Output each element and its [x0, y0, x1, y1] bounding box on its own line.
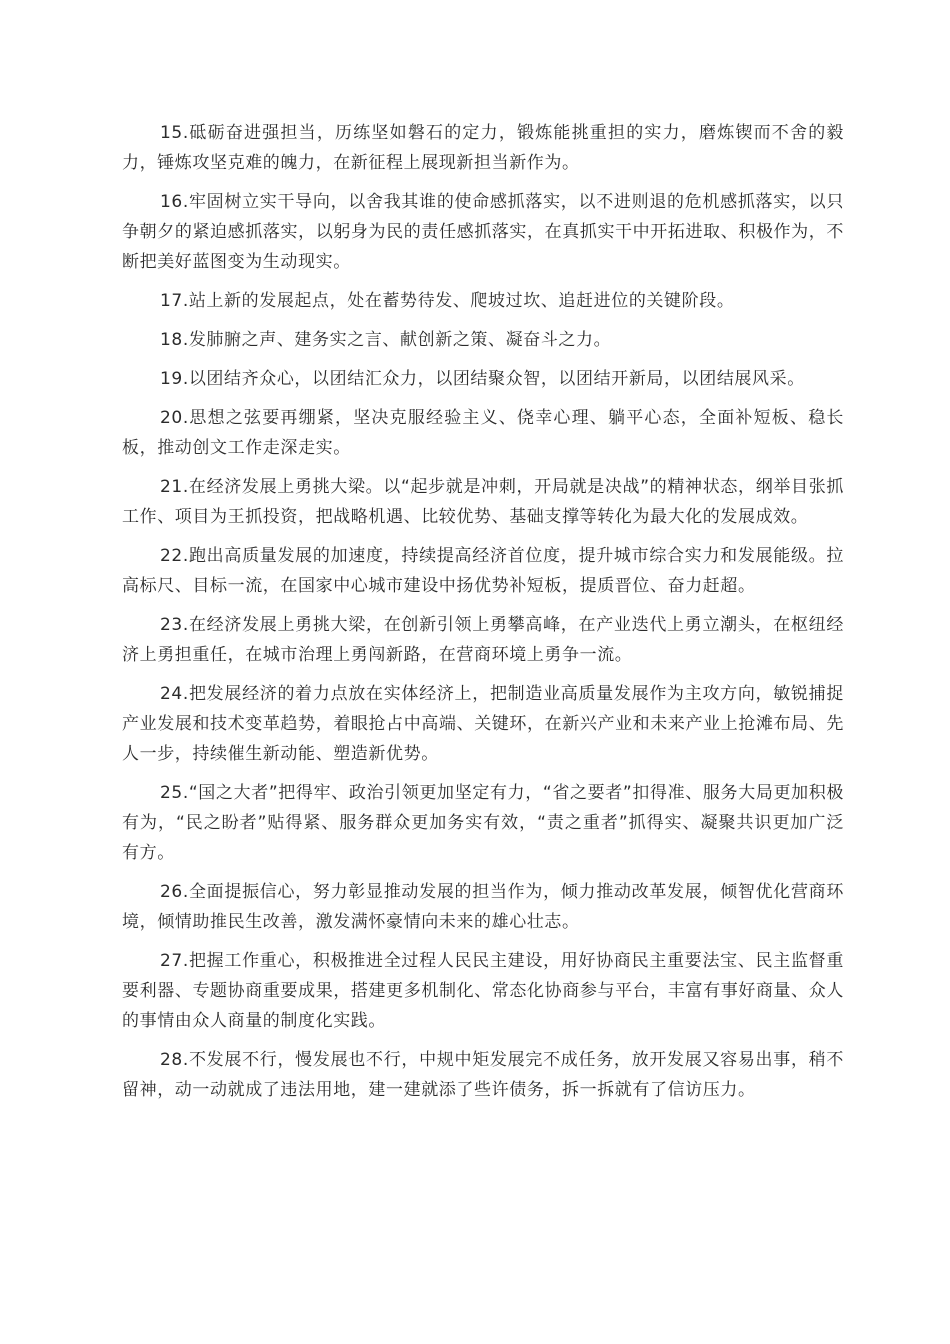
- paragraph-24: 24.把发展经济的着力点放在实体经济上，把制造业高质量发展作为主攻方向，敏锐捕捉产业发展和技术变革趋势，着眼抢占中高端、关键环，在新兴产业和未来产业上抢滩布局、先人一步，持续催生新动能、塑造新优势。: [122, 684, 844, 764]
- paragraph-17: 17.站上新的发展起点，处在蓄势待发、爬坡过坎、追赶进位的关键阶段。: [160, 291, 735, 311]
- paragraph-19: 19.以团结齐众心，以团结汇众力，以团结聚众智，以团结开新局，以团结展风采。: [160, 369, 805, 389]
- paragraph-21: 21.在经济发展上勇挑大梁。以“起步就是冲刺，开局就是决战”的精神状态，纲举目张抓工作、项目为王抓投资，把战略机遇、比较优势、基础支撑等转化为最大化的发展成效。: [122, 477, 844, 527]
- document-page: [122, 118, 844, 1114]
- paragraph-25: 25.“国之大者”把得牢、政治引领更加坚定有力，“省之要者”扣得准、服务大局更加积极有为，“民之盼者”贴得紧、服务群众更加务实有效，“责之重者”抓得实、凝聚共识更加广泛有方。: [122, 783, 844, 863]
- paragraph-28: 28.不发展不行，慢发展也不行，中规中矩发展完不成任务，放开发展又容易出事，稍不留神，动一动就成了违法用地，建一建就添了些许债务，拆一拆就有了信访压力。: [122, 1050, 844, 1100]
- paragraph-20: 20.思想之弦要再绷紧，坚决克服经验主义、侥幸心理、躺平心态，全面补短板、稳长板，推动创文工作走深走实。: [122, 408, 844, 458]
- paragraph-23: 23.在经济发展上勇挑大梁，在创新引领上勇攀高峰，在产业迭代上勇立潮头，在枢纽经济上勇担重任，在城市治理上勇闯新路，在营商环境上勇争一流。: [122, 615, 844, 665]
- paragraph-26: 26.全面提振信心，努力彰显推动发展的担当作为，倾力推动改革发展，倾智优化营商环境，倾情助推民生改善，激发满怀豪情向未来的雄心壮志。: [122, 882, 844, 932]
- paragraph-27: 27.把握工作重心，积极推进全过程人民民主建设，用好协商民主重要法宝、民主监督重要利器、专题协商重要成果，搭建更多机制化、常态化协商参与平台，丰富有事好商量、众人的事情由众人商量的制度化实践。: [122, 951, 844, 1031]
- paragraph-22: 22.跑出高质量发展的加速度，持续提高经济首位度，提升城市综合实力和发展能级。拉高标尺、目标一流，在国家中心城市建设中扬优势补短板，提质晋位、奋力赶超。: [122, 546, 844, 596]
- paragraph-16: 16.牢固树立实干导向，以舍我其谁的使命感抓落实，以不进则退的危机感抓落实，以只争朝夕的紧迫感抓落实，以躬身为民的责任感抓落实，在真抓实干中开拓进取、积极作为，不断把美好蓝图变为生动现实。: [122, 192, 844, 272]
- paragraph-18: 18.发肺腑之声、建务实之言、献创新之策、凝奋斗之力。: [160, 330, 612, 350]
- paragraph-15: 15.砥砺奋进强担当，历练坚如磐石的定力，锻炼能挑重担的实力，磨炼锲而不舍的毅力，锤炼攻坚克难的魄力，在新征程上展现新担当新作为。: [122, 123, 844, 173]
